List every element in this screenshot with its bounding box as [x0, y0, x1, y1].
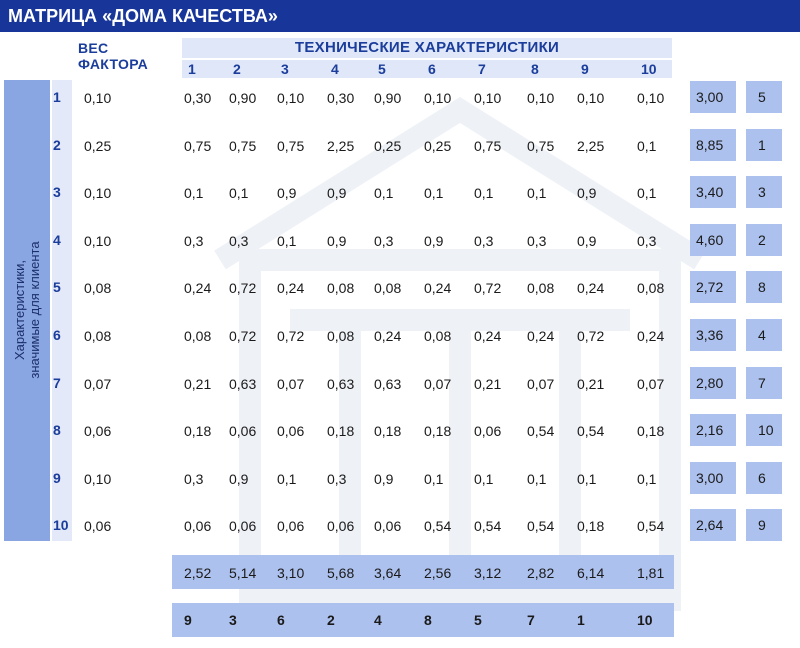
row-total: 2,72: [690, 271, 736, 303]
column-number-2: 2: [233, 61, 241, 77]
column-number-5: 5: [378, 61, 386, 77]
matrix-cell: 0,06: [327, 518, 355, 534]
matrix-cell: 0,1: [277, 233, 297, 249]
row-rank: 5: [746, 81, 782, 113]
row-rank: 2: [746, 224, 782, 256]
matrix-cell: 0,06: [474, 423, 502, 439]
matrix-cell: 0,9: [577, 185, 597, 201]
matrix-cell: 0,3: [637, 233, 657, 249]
matrix-cell: 0,06: [374, 518, 402, 534]
matrix-cell: 0,24: [184, 280, 212, 296]
matrix-cell: 0,72: [577, 328, 605, 344]
matrix-cell: 0,24: [374, 328, 402, 344]
matrix-cell: 0,08: [327, 328, 355, 344]
row-total: 3,00: [690, 81, 736, 113]
weight-cell: 0,06: [84, 423, 112, 439]
matrix-cell: 0,1: [374, 185, 394, 201]
matrix-cell: 0,1: [527, 185, 547, 201]
matrix-cell: 0,06: [184, 518, 212, 534]
matrix-cell: 0,54: [424, 518, 452, 534]
column-rank: 3: [229, 612, 237, 628]
column-total: 6,14: [577, 565, 605, 581]
column-rank: 8: [424, 612, 432, 628]
matrix-cell: 0,18: [424, 423, 452, 439]
matrix-cell: 0,24: [637, 328, 665, 344]
matrix-cell: 0,90: [374, 90, 402, 106]
row-rank: 9: [746, 509, 782, 541]
matrix-cell: 0,1: [474, 471, 494, 487]
column-number-1: 1: [188, 61, 196, 77]
matrix-cell: 0,54: [527, 423, 555, 439]
matrix-cell: 0,10: [424, 90, 452, 106]
row-total: 3,40: [690, 176, 736, 208]
matrix-cell: 0,63: [229, 376, 257, 392]
column-number-bar: [182, 60, 672, 78]
column-total: 5,14: [229, 565, 257, 581]
matrix-cell: 0,72: [474, 280, 502, 296]
page-title: МАТРИЦА «ДОМА КАЧЕСТВА»: [0, 0, 800, 32]
matrix-cell: 0,3: [184, 233, 204, 249]
matrix-cell: 0,08: [637, 280, 665, 296]
matrix-cell: 0,18: [637, 423, 665, 439]
matrix-cell: 0,90: [229, 90, 257, 106]
matrix-cell: 0,54: [577, 423, 605, 439]
matrix-cell: 0,75: [277, 138, 305, 154]
matrix-cell: 0,10: [474, 90, 502, 106]
column-number-9: 9: [581, 61, 589, 77]
column-rank: 10: [637, 612, 653, 628]
row-number: 7: [53, 375, 61, 391]
matrix-cell: 0,06: [229, 518, 257, 534]
technical-characteristics-header: ТЕХНИЧЕСКИЕ ХАРАКТЕРИСТИКИ: [182, 38, 672, 58]
matrix-cell: 0,75: [229, 138, 257, 154]
row-total: 2,16: [690, 414, 736, 446]
matrix-cell: 0,06: [277, 518, 305, 534]
matrix-cell: 0,08: [424, 328, 452, 344]
row-total: 3,00: [690, 462, 736, 494]
column-number-7: 7: [478, 61, 486, 77]
column-rank: 9: [184, 612, 192, 628]
column-number-6: 6: [428, 61, 436, 77]
matrix-cell: 0,1: [424, 471, 444, 487]
weight-cell: 0,08: [84, 328, 112, 344]
column-number-4: 4: [331, 61, 339, 77]
matrix-cell: 0,54: [637, 518, 665, 534]
matrix-cell: 0,25: [374, 138, 402, 154]
weight-cell: 0,10: [84, 90, 112, 106]
column-number-10: 10: [641, 61, 657, 77]
matrix-cell: 0,18: [184, 423, 212, 439]
matrix-cell: 0,1: [184, 185, 204, 201]
matrix-cell: 0,06: [277, 423, 305, 439]
row-rank: 7: [746, 367, 782, 399]
matrix-cell: 0,1: [474, 185, 494, 201]
row-total: 3,36: [690, 319, 736, 351]
matrix-cell: 0,3: [374, 233, 394, 249]
matrix-cell: 0,9: [327, 233, 347, 249]
row-number: 9: [53, 470, 61, 486]
matrix-cell: 0,72: [277, 328, 305, 344]
matrix-cell: 0,1: [424, 185, 444, 201]
matrix-cell: 0,3: [474, 233, 494, 249]
matrix-cell: 0,9: [277, 185, 297, 201]
column-number-3: 3: [281, 61, 289, 77]
matrix-cell: 0,1: [637, 185, 657, 201]
column-rank: 5: [474, 612, 482, 628]
matrix-cell: 0,1: [637, 471, 657, 487]
weight-cell: 0,10: [84, 185, 112, 201]
weight-cell: 0,06: [84, 518, 112, 534]
matrix-cell: 0,54: [527, 518, 555, 534]
matrix-cell: 0,1: [637, 138, 657, 154]
row-total: 2,80: [690, 367, 736, 399]
matrix-cell: 0,3: [327, 471, 347, 487]
row-number: 2: [53, 137, 61, 153]
matrix-cell: 0,07: [277, 376, 305, 392]
matrix-cell: 0,9: [327, 185, 347, 201]
matrix-cell: 0,1: [277, 471, 297, 487]
column-rank: 1: [577, 612, 585, 628]
column-total: 5,68: [327, 565, 355, 581]
matrix-cell: 0,30: [327, 90, 355, 106]
matrix-cell: 0,08: [327, 280, 355, 296]
matrix-cell: 0,21: [184, 376, 212, 392]
column-total: 1,81: [637, 565, 665, 581]
matrix-cell: 0,10: [527, 90, 555, 106]
matrix-cell: 0,21: [474, 376, 502, 392]
matrix-cell: 0,07: [527, 376, 555, 392]
matrix-cell: 0,25: [424, 138, 452, 154]
column-rank: 2: [327, 612, 335, 628]
matrix-cell: 0,63: [327, 376, 355, 392]
matrix-cell: 0,1: [229, 185, 249, 201]
column-ranks-bar: [172, 603, 674, 637]
matrix-cell: 2,25: [577, 138, 605, 154]
row-number: 10: [53, 517, 69, 533]
matrix-cell: 0,75: [474, 138, 502, 154]
matrix-cell: 0,3: [184, 471, 204, 487]
row-rank: 1: [746, 129, 782, 161]
matrix-cell: 0,21: [577, 376, 605, 392]
matrix-cell: 0,9: [577, 233, 597, 249]
column-total: 2,82: [527, 565, 555, 581]
row-number: 8: [53, 422, 61, 438]
matrix-cell: 0,08: [184, 328, 212, 344]
matrix-cell: 0,30: [184, 90, 212, 106]
matrix-cell: 0,75: [527, 138, 555, 154]
matrix-cell: 0,24: [527, 328, 555, 344]
row-total: 8,85: [690, 129, 736, 161]
column-total: 2,52: [184, 565, 212, 581]
row-rank: 6: [746, 462, 782, 494]
row-total: 2,64: [690, 509, 736, 541]
weight-cell: 0,25: [84, 138, 112, 154]
column-total: 3,10: [277, 565, 305, 581]
row-number: 6: [53, 327, 61, 343]
matrix-cell: 0,9: [229, 471, 249, 487]
client-characteristics-label: Характеристики, значимые для клиента: [12, 241, 42, 379]
matrix-cell: 0,24: [474, 328, 502, 344]
matrix-cell: 0,72: [229, 328, 257, 344]
row-number: 1: [53, 89, 61, 105]
matrix-cell: 0,10: [577, 90, 605, 106]
row-number: 5: [53, 279, 61, 295]
matrix-cell: 0,3: [229, 233, 249, 249]
matrix-cell: 0,07: [637, 376, 665, 392]
matrix-cell: 0,06: [229, 423, 257, 439]
matrix-cell: 0,10: [277, 90, 305, 106]
matrix-cell: 0,24: [277, 280, 305, 296]
row-rank: 3: [746, 176, 782, 208]
row-number: 3: [53, 184, 61, 200]
matrix-cell: 0,63: [374, 376, 402, 392]
column-total: 3,64: [374, 565, 402, 581]
matrix-cell: 0,18: [327, 423, 355, 439]
row-rank: 10: [746, 414, 782, 446]
column-total: 3,12: [474, 565, 502, 581]
column-rank: 6: [277, 612, 285, 628]
matrix-cell: 2,25: [327, 138, 355, 154]
weight-factor-header: ВЕС ФАКТОРА: [78, 40, 149, 72]
matrix-cell: 0,24: [424, 280, 452, 296]
row-rank: 4: [746, 319, 782, 351]
column-number-8: 8: [531, 61, 539, 77]
house-of-quality-icon: [200, 90, 720, 620]
matrix-cell: 0,07: [424, 376, 452, 392]
column-total: 2,56: [424, 565, 452, 581]
column-rank: 7: [527, 612, 535, 628]
matrix-cell: 0,3: [527, 233, 547, 249]
matrix-cell: 0,10: [637, 90, 665, 106]
row-rank: 8: [746, 271, 782, 303]
matrix-cell: 0,18: [577, 518, 605, 534]
weight-cell: 0,10: [84, 471, 112, 487]
matrix-cell: 0,1: [577, 471, 597, 487]
matrix-cell: 0,1: [527, 471, 547, 487]
matrix-cell: 0,72: [229, 280, 257, 296]
matrix-cell: 0,54: [474, 518, 502, 534]
row-total: 4,60: [690, 224, 736, 256]
matrix-cell: 0,9: [374, 471, 394, 487]
weight-cell: 0,10: [84, 233, 112, 249]
matrix-cell: 0,18: [374, 423, 402, 439]
weight-cell: 0,08: [84, 280, 112, 296]
weight-cell: 0,07: [84, 376, 112, 392]
row-number: 4: [53, 232, 61, 248]
column-rank: 4: [374, 612, 382, 628]
matrix-cell: 0,24: [577, 280, 605, 296]
matrix-cell: 0,9: [424, 233, 444, 249]
matrix-cell: 0,08: [527, 280, 555, 296]
matrix-cell: 0,08: [374, 280, 402, 296]
matrix-cell: 0,75: [184, 138, 212, 154]
